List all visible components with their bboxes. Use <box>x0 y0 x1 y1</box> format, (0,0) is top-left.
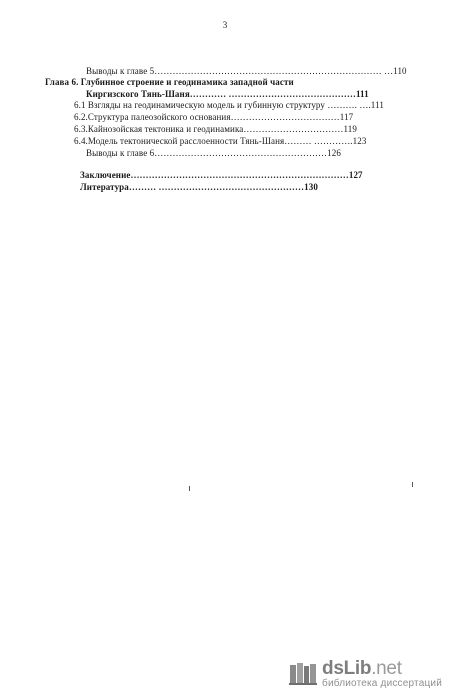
page-number: 3 <box>222 20 228 30</box>
watermark-brand: dsLib.net <box>322 658 402 679</box>
toc-chapter6-title: Глава 6. Глубинное строение и геодинамика западной части <box>45 77 294 87</box>
toc-section-6-3: 6.3.Кайнозойская тектоника и геодинамика……………………………119 <box>74 124 357 134</box>
toc-conclusions-ch6: Выводы к главе 6…………………………………………………126 <box>86 148 341 158</box>
toc-chapter6-title-cont: Киргизского Тянь-Шаня………… ……………………………………111 <box>86 89 369 99</box>
toc-section-6-2: 6.2.Структура палеозойского основания………………………………117 <box>74 112 354 122</box>
scan-mark-left <box>189 486 190 491</box>
watermark-subtitle: библиотека диссертаций <box>322 678 442 689</box>
toc-section-6-1: 6.1 Взгляды на геодинамическую модель и губинную структуру ………. ….111 <box>74 100 384 110</box>
toc-conclusions-ch5: Выводы к главе 5………………………………………………………………… …110 <box>86 66 407 76</box>
toc-conclusion: Заключение………………………………………………………………127 <box>80 170 363 180</box>
toc-literature: Литература……… …………………………………………130 <box>80 182 318 192</box>
toc-section-6-4: 6.4.Модель тектонической расслоенности Тянь-Шаня……… ………….123 <box>74 136 367 146</box>
scan-mark-right <box>412 482 413 487</box>
book-stack-icon <box>288 661 318 687</box>
watermark <box>288 659 442 689</box>
